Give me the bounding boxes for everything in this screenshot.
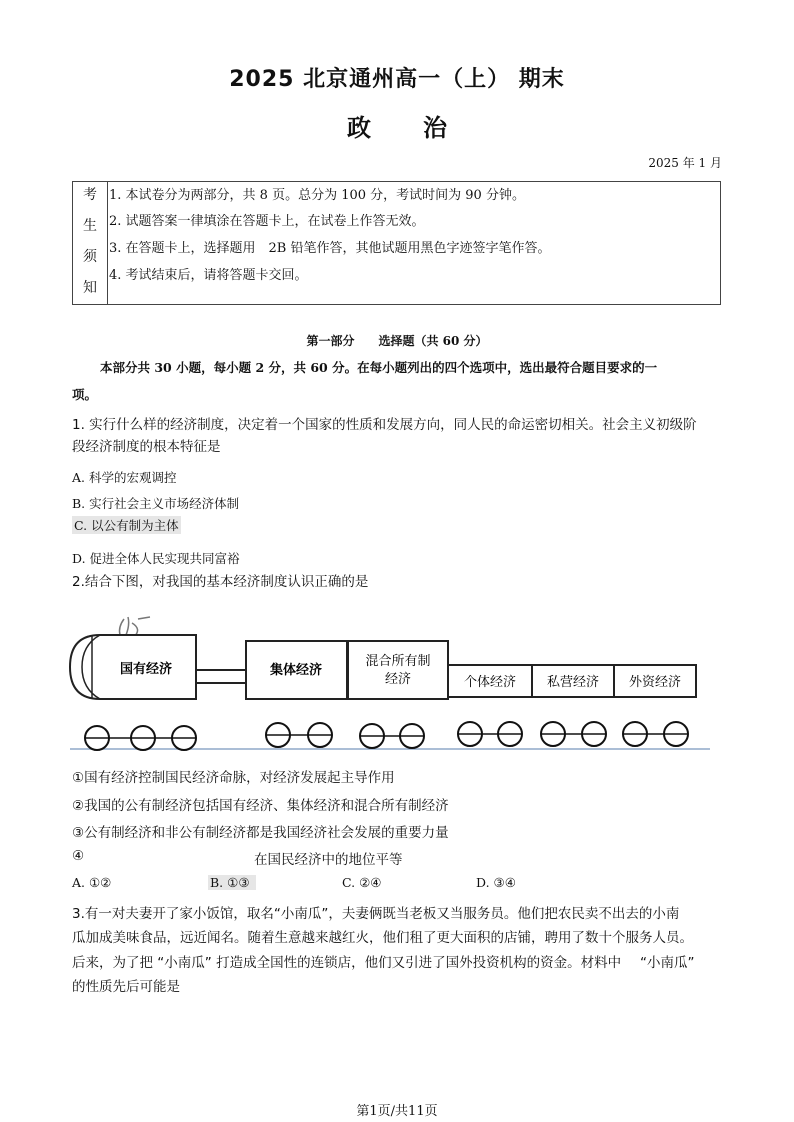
car-2-label-2: 经济 — [384, 672, 412, 687]
exam-title: 2025 北京通州高一（上） 期末 — [229, 67, 565, 92]
q1-stem-line-1: 1. 实行什么样的经济制度，决定着一个国家的性质和发展方向，同人民的命运密切相关。社会主义初级阶 — [72, 417, 697, 433]
q2-statement-4-text: 在国民经济中的地位平等 — [254, 852, 403, 868]
notice-line-4: 4. 考试结束后，请将答题卡交回。 — [109, 268, 308, 283]
coupler — [196, 670, 246, 683]
q1-option-d: D. 促进全体人民实现共同富裕 — [72, 551, 240, 566]
section-title: 第一部分 选择题（共 60 分） — [306, 334, 488, 348]
q3-line-3-quote: “小南瓜” — [640, 955, 695, 971]
wheels — [85, 722, 688, 750]
car-4-label: 私营经济 — [546, 675, 600, 690]
engine-label: 国有经济 — [119, 662, 173, 677]
q2-statement-4-number: ④ — [72, 848, 85, 864]
train-car-2 — [348, 641, 448, 699]
locomotive-engine — [70, 635, 196, 699]
q3-line-3: 后来，为了把 “小南瓜” 打造成全国性的连锁店，他们又引进了国外投资机构的资金。材料中 — [72, 955, 622, 971]
economy-train-diagram — [60, 605, 720, 755]
notice-heading-char: 知 — [83, 280, 97, 296]
notice-heading-char: 须 — [83, 249, 97, 265]
car-2-label-1: 混合所有制 — [365, 654, 431, 669]
section-intro: 本部分共 30 小题，每小题 2 分，共 60 分。在每小题列出的四个选项中，选出最符合题目要求的一 — [100, 360, 658, 375]
subject-char-2: 治 — [423, 114, 447, 142]
car-3-label: 个体经济 — [463, 675, 517, 690]
train-car-1 — [246, 641, 347, 699]
q1-option-c: C. 以公有制为主体 — [74, 518, 179, 533]
q2-statement-1: ①国有经济控制国民经济命脉，对经济发展起主导作用 — [72, 770, 395, 786]
q1-option-a: A. 科学的宏观调控 — [72, 470, 177, 485]
car-1-label: 集体经济 — [269, 663, 323, 678]
q1-stem-line-2: 段经济制度的根本特征是 — [72, 439, 221, 455]
q1-option-b: B. 实行社会主义市场经济体制 — [72, 496, 240, 511]
q3-line-1: 3.有一对夫妻开了家小饭馆，取名“小南瓜”，夫妻俩既当老板又当服务员。他们把农民卖不出去的小南 — [72, 906, 680, 922]
page-number: 第1页/共11页 — [356, 1104, 438, 1119]
train-car-3 — [448, 665, 532, 697]
section-intro-cont: 项。 — [72, 387, 98, 402]
notice-heading-char: 生 — [83, 218, 97, 234]
exam-date: 2025 年 1 月 — [648, 156, 722, 170]
q3-line-4: 的性质先后可能是 — [72, 979, 180, 995]
q2-statement-3: ③公有制经济和非公有制经济都是我国经济社会发展的重要力量 — [72, 825, 449, 841]
subject-char-1: 政 — [347, 114, 371, 142]
q2-option-c: C. ②④ — [342, 875, 382, 890]
train-car-5 — [614, 665, 696, 697]
notice-line-3: 3. 在答题卡上，选择题用 2B 铅笔作答，其他试题用黑色字迹签字笔作答。 — [109, 241, 551, 256]
q2-option-a: A. ①② — [72, 875, 112, 890]
q2-stem: 2.结合下图，对我国的基本经济制度认识正确的是 — [72, 574, 369, 590]
notice-heading — [73, 182, 108, 304]
exam-notice-box — [72, 181, 721, 305]
q2-statement-2: ②我国的公有制经济包括国有经济、集体经济和混合所有制经济 — [72, 798, 449, 814]
train-car-4 — [532, 665, 614, 697]
notice-line-1: 1. 本试卷分为两部分，共 8 页。总分为 100 分，考试时间为 90 分钟。 — [109, 188, 525, 203]
car-5-label: 外资经济 — [628, 675, 682, 690]
subject-title — [0, 108, 794, 143]
q3-line-2: 瓜加成美味食品，远近闻名。随着生意越来越红火，他们租了更大面积的店铺，聘用了数十个服务人员。 — [72, 930, 693, 946]
q2-option-b: B. ①③ — [208, 875, 256, 890]
notice-line-2: 2. 试题答案一律填涂在答题卡上，在试卷上作答无效。 — [109, 214, 425, 229]
q2-option-d: D. ③④ — [476, 875, 516, 890]
notice-heading-char: 考 — [83, 187, 97, 203]
